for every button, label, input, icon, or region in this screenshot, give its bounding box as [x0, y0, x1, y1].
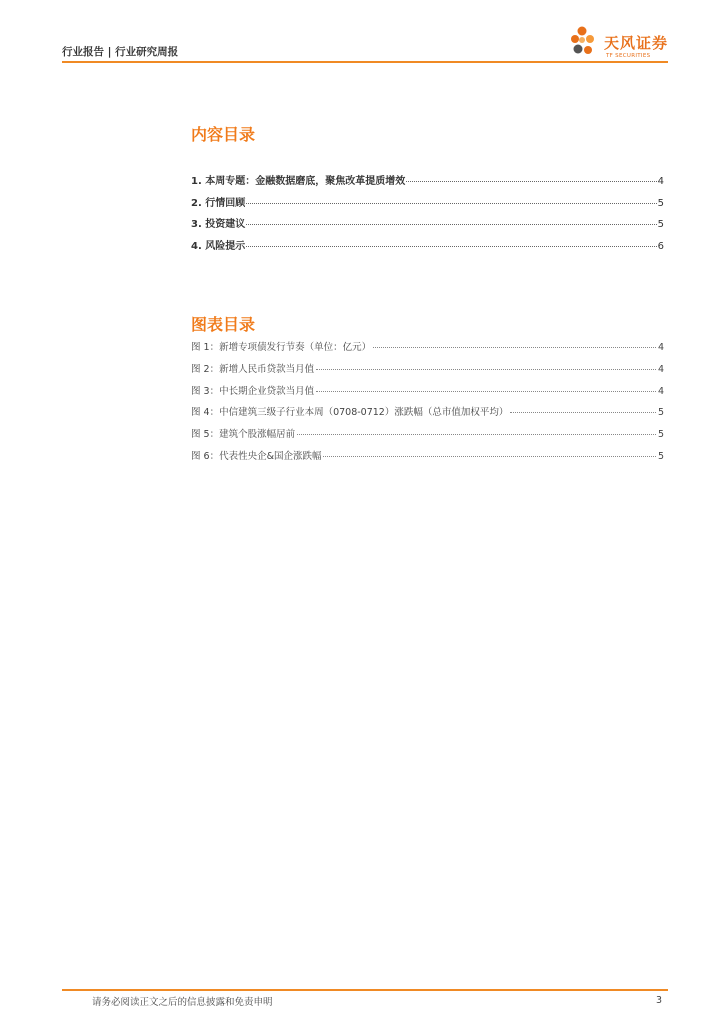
dot-leader	[316, 391, 656, 392]
figure-entry-page: 4	[657, 342, 664, 353]
figure-entry-label: 图 5：建筑个股涨幅居前	[191, 429, 296, 441]
toc-entry[interactable]	[191, 215, 664, 237]
toc-entry-label: 1. 本周专题：金融数据磨底，聚焦改革提质增效	[191, 176, 406, 187]
figure-entry[interactable]	[191, 339, 664, 361]
toc-entry-page: 5	[657, 197, 664, 209]
figure-entry-page: 5	[657, 429, 664, 441]
figure-entry[interactable]	[191, 426, 664, 448]
dot-leader	[406, 181, 656, 182]
figure-entry-page: 4	[657, 385, 664, 397]
figure-entry-page: 5	[657, 407, 664, 419]
dot-leader	[246, 246, 656, 247]
toc-entry-label: 2. 行情回顾	[191, 197, 246, 209]
toc-entry-label: 4. 风险提示	[191, 240, 246, 252]
figure-entry[interactable]	[191, 404, 664, 426]
toc-entry[interactable]	[191, 172, 664, 194]
dot-leader	[246, 224, 656, 225]
footer-disclaimer: 请务必阅读正文之后的信息披露和免责申明	[92, 997, 273, 1008]
figure-entry-label: 图 1：新增专项债发行节奏（单位：亿元）	[191, 342, 372, 353]
toc-entry-label: 3. 投资建议	[191, 219, 246, 230]
dot-leader	[510, 412, 656, 413]
figure-entry-label: 图 4：中信建筑三级子行业本周（0708-0712）涨跌幅（总市值加权平均）	[191, 407, 509, 419]
toc-entry[interactable]	[191, 237, 664, 259]
toc-entry-page: 5	[657, 219, 664, 230]
dot-leader	[246, 203, 656, 204]
logo-chinese-text: 天风证券	[604, 34, 669, 52]
dot-leader	[297, 434, 656, 435]
dot-leader	[323, 456, 655, 457]
company-logo	[570, 22, 680, 62]
figure-entry-label: 图 2：新增人民币贷款当月值	[191, 363, 315, 375]
dot-leader	[373, 347, 656, 348]
figure-entry[interactable]	[191, 448, 664, 470]
logo-flower-icon	[570, 22, 604, 62]
contents-title: 内容目录	[191, 125, 256, 144]
toc-entry[interactable]	[191, 194, 664, 216]
page-number: 3	[656, 995, 663, 1006]
footer-divider	[62, 989, 668, 991]
figure-entry-label: 图 6：代表性央企&国企涨跌幅	[191, 450, 322, 462]
figure-entry-label: 图 3：中长期企业贷款当月值	[191, 385, 315, 397]
toc-entry-page: 4	[657, 176, 664, 187]
dot-leader	[316, 369, 656, 370]
breadcrumb: 行业报告 | 行业研究周报	[62, 46, 179, 58]
figure-entry[interactable]	[191, 383, 664, 405]
figures-title: 图表目录	[191, 315, 256, 334]
figure-entry-page: 4	[657, 363, 664, 375]
toc-entry-page: 6	[657, 240, 664, 252]
logo-english-text: TF SECURITIES	[606, 53, 651, 59]
figure-entry-page: 5	[657, 450, 664, 462]
figures-list	[191, 339, 664, 470]
contents-list	[191, 172, 664, 258]
figure-entry[interactable]	[191, 361, 664, 383]
